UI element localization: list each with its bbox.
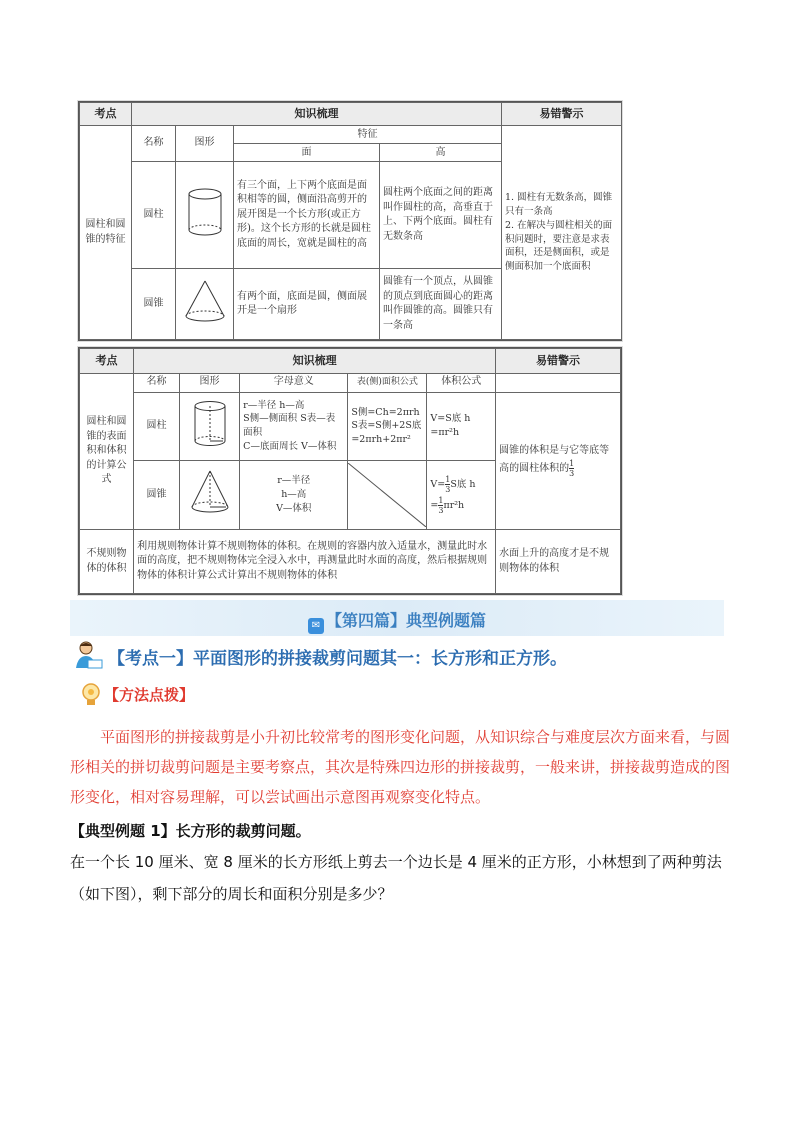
header-kaodian: 考点: [80, 349, 134, 374]
cylinder-figure: [176, 162, 234, 269]
cone-name: 圆锥: [134, 460, 180, 529]
cone-volume-line2: = $\frac{1}{3}$ πr²h: [430, 495, 465, 515]
cylinder-name: 圆柱: [134, 392, 180, 460]
header-zhishi: 知识梳理: [132, 103, 502, 126]
example-title: 【典型例题 1】长方形的裁剪问题。: [70, 822, 311, 840]
frac-num: 1: [445, 474, 451, 484]
cylinder-letters: r—半径 h—高 S侧—侧面积 S表—表面积 C—底面周长 V—体积: [240, 392, 348, 460]
cone-icon: [187, 467, 233, 517]
cylinder-figure: [179, 392, 239, 460]
frac-num: 1: [438, 495, 444, 505]
sub-figure: 图形: [176, 126, 234, 162]
kaodian-title: [108, 644, 567, 669]
sub-figure: 图形: [179, 373, 239, 392]
cylinder-area: S侧=Ch=2πrh S表=S侧+2S底 =2πrh+2πr²: [348, 392, 427, 460]
cylinder-icon: [185, 186, 225, 238]
header-zhishi: 知识梳理: [134, 349, 496, 374]
cone-vol-1: S底 h: [450, 478, 476, 490]
method-paragraph: [70, 722, 738, 812]
header-kaodian: 考点: [80, 103, 132, 126]
banner-title: 【第四篇】典型例题篇: [325, 611, 486, 630]
student-icon: [74, 640, 104, 670]
warning-cell: [502, 126, 622, 340]
sub-name: 名称: [134, 373, 180, 392]
cone-volume: [427, 460, 496, 529]
warning2: 水面上升的高度才是不规则物体的体积: [496, 530, 621, 594]
frac-den: 3: [569, 468, 575, 478]
frac-num: 1: [569, 458, 575, 468]
cone-letters: r—半径 h—高 V—体积: [240, 460, 348, 529]
cylinder-icon: [190, 399, 230, 449]
frac-den: 3: [438, 505, 444, 515]
banner-content: [70, 608, 724, 634]
warning-text: 1. 圆柱有无数条高，圆锥只有一条高 2. 在解决与圆柱相关的面积问题时，要注意是求表面积，还是侧面积，或是侧面积加一个底面积: [505, 192, 613, 273]
cone-volume-line1: V= $\frac{1}{3}$ S底 h: [430, 474, 476, 494]
section-icon: ✉: [308, 618, 324, 634]
cone-vol-2: πr²h: [443, 499, 465, 511]
frac-den: 3: [445, 484, 451, 494]
sub-letters: 字母意义: [240, 373, 348, 392]
sub-name: 名称: [132, 126, 176, 162]
table-formulas: [78, 347, 622, 595]
cylinder-volume: V=S底 h =πr²h: [427, 392, 496, 460]
warning1-cell: [496, 392, 621, 529]
warning-spacer: [496, 373, 621, 392]
diagonal-line: [348, 463, 426, 527]
cylinder-height: 圆柱两个底面之间的距离叫作圆柱的高，高垂直于上、下两个底面。圆柱有无数条高: [380, 162, 502, 269]
header-yicuo: 易错警示: [502, 103, 622, 126]
one-third-fraction: [569, 459, 574, 478]
cylinder-face: 有三个面，上下两个底面是面积相等的圆，侧面沿高剪开的展开图是一个长方形(或正方形)。这个长方形的长就是圆柱底面的周长，宽就是圆柱的高: [234, 162, 380, 269]
irregular-topic: 不规则物体的体积: [80, 530, 134, 594]
cone-icon: [182, 278, 228, 324]
topic-cell: 圆柱和圆锥的特征: [80, 126, 132, 340]
sub-feature: 特征: [234, 126, 502, 144]
cone-face: 有两个面，底面是圆，侧面展开是一个扇形: [234, 269, 380, 340]
method-text: 平面图形的拼接裁剪是小升初比较常考的图形变化问题，从知识综合与难度层次方面来看，与圆形相关的拼切裁剪问题是主要考察点，其次是特殊四边形的拼接裁剪，一般来讲，拼接裁剪造成的图形变化，相对容易理解，可以尝试画出示意图再观察变化特点。: [70, 728, 731, 806]
cone-figure: [176, 269, 234, 340]
cone-height: 圆锥有一个顶点，从圆锥的顶点到底面圆心的距离叫作圆锥的高。圆锥只有一条高: [380, 269, 502, 340]
sub-area: 表(侧)面积公式: [348, 373, 427, 392]
cone-figure: [179, 460, 239, 529]
example-body: 在一个长 10 厘米、宽 8 厘米的长方形纸上剪去一个边长是 4 厘米的正方形，小林想到了两种剪法（如下图），剩下部分的周长和面积分别是多少？: [70, 853, 722, 903]
cone-name: 圆锥: [132, 269, 176, 340]
method-label: 【方法点拨】: [104, 686, 195, 704]
cylinder-name: 圆柱: [132, 162, 176, 269]
header-yicuo: 易错警示: [496, 349, 621, 374]
irregular-text: 利用规则物体计算不规则物体的体积。在规则的容器内放入适量水，测量此时水面的高度，把不规则物体完全浸入水中，再测量此时水面的高度，然后根据规则物体的体积计算公式计算出不规则物体的体积: [134, 530, 496, 594]
sub-height: 高: [380, 144, 502, 162]
cone-area-empty: [348, 460, 427, 529]
topic-cell: 圆柱和圆锥的表面积和体积的计算公式: [80, 373, 134, 530]
kaodian-text: 【考点一】平面图形的拼接裁剪问题其一：长方形和正方形。: [108, 649, 567, 669]
section-banner: [70, 600, 724, 636]
lightbulb-icon: [80, 682, 102, 708]
warning1-text: 圆锥的体积是与它等底等高的圆柱体积的: [499, 445, 610, 474]
sub-volume: 体积公式: [427, 373, 496, 392]
sub-face: 面: [234, 144, 380, 162]
table-features: [78, 101, 622, 341]
